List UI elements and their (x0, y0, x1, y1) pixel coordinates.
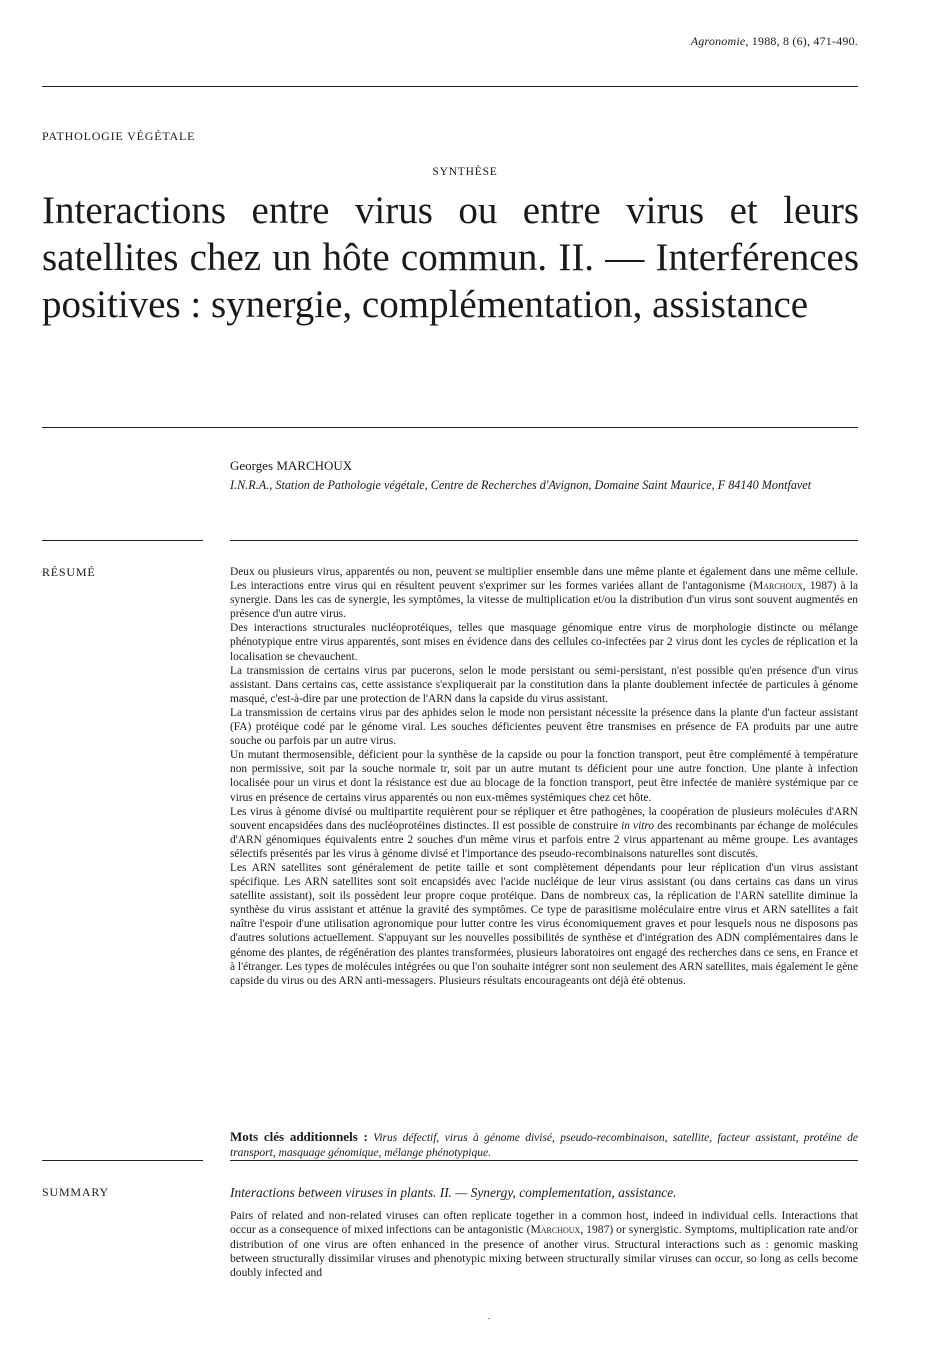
resume-paragraph: Des interactions structurales nucléoprotéiques, telles que masquage génomique entre virus de morphologie distincte ou mélange phénotypique entre virus apparentés, sont mises en évidence dans des cellules co-infectées par 2 virus dont les cycles de réplication et la localisation se chevauchent. (230, 622, 858, 663)
italic-term: in vitro (621, 819, 655, 832)
resume-rule-right (230, 540, 858, 541)
resume-paragraph: La transmission de certains virus par pucerons, selon le mode persistant ou semi-persistant, n'est possible qu'en présence d'un virus assistant. Dans certains cas, cette assistance s'expliquerait par la constitution dans la plante doublement infectée de particules à génome masqué, c'est-à-dire par une protection de l'ARN dans la capside du virus assistant. (230, 664, 858, 705)
citation-author: Marchoux (753, 580, 803, 593)
summary-rule-left (42, 1160, 203, 1161)
journal-citation (691, 34, 858, 49)
author-affiliation: I.N.R.A., Station de Pathologie végétale, Centre de Recherches d'Avignon, Domaine Saint Maurice, F 84140 Montfavet (230, 478, 812, 492)
resume-paragraph: Les virus à génome divisé ou multipartite requièrent pour se répliquer et être pathogènes, la coopération de plusieurs molécules d'ARN souvent encapsidées dans des nucléoprotéines distinctes. Il est possible de construire in vitro des recombinants par échange de molécules d'ARN génomiques équivalents entre 2 souches d'un même virus et parfois entre 2 virus appartenant au même groupe. Les avantages sélectifs présentés par les virus à génome divisé et l'importance des pseudo-recombinaisons naturelles sont discutés. (230, 805, 858, 860)
author-name: Georges MARCHOUX (230, 458, 353, 473)
summary-label: SUMMARY (42, 1185, 109, 1199)
summary-body: Pairs of related and non-related viruses can often replicate together in a common host, indeed in individual cells. Interactions that occur as a consequence of mixed infections can be antagonistic (Marchoux, 1987) or synergistic. Symptoms, multiplication rate and/or distribution of one virus are often enhanced in the presence of another virus. Structural interactions such as : genomic masking between structurally dissimilar viruses and phenotypic mixing between structurally similar viruses can occur, so long as cells become doubly infected and (230, 1209, 859, 1280)
keywords-label: Mots clés additionnels : (230, 1129, 368, 1144)
summary-rule-right (230, 1160, 858, 1161)
citation-author: Marchoux (530, 1223, 581, 1237)
resume-rule-left (42, 540, 203, 541)
summary-title: Interactions between viruses in plants. II. — Synergy, complementation, assistance. (230, 1185, 677, 1200)
section-label: PATHOLOGIE VÉGÉTALE (42, 129, 196, 143)
title-rule (42, 427, 858, 428)
resume-paragraph: La transmission de certains virus par des aphides selon le mode non persistant nécessite la présence dans la plante d'un facteur assistant (FA) protéique codé par le génome viral. Les souches déficientes peuvent être transmises en présence de FA produits par une autre souche ou parfois par un autre virus. (230, 706, 858, 748)
article-title: Interactions entre virus ou entre virus et leurs satellites chez un hôte commun. II. — Interférences positives : synergie, complémentation, assistance (42, 189, 859, 326)
journal-volume-pages: , 1988, 8 (6), 471-490. (745, 34, 858, 48)
resume-paragraph: Deux ou plusieurs virus, apparentés ou non, peuvent se multiplier ensemble dans une même plante et également dans une même cellule. Les interactions entre virus qui en résultent peuvent s'exprimer sur les formes variées allant de l'antagonisme (Marchoux, 1987) à la synergie. Dans les cas de synergie, les symptômes, la vitesse de multiplication et/ou la distribution d'un virus sont souvent augmentés en présence d'un autre virus. (230, 566, 859, 621)
resume-body (230, 565, 858, 988)
article-type: SYNTHÈSE (432, 166, 498, 178)
resume-label: RÉSUMÉ (42, 565, 96, 579)
keywords-value: Virus défectif, virus à génome divisé, pseudo-recombinaison, satellite, facteur assistant, protéine de transport, masquage génomique, mélange phénotypique. (230, 1132, 858, 1159)
header-rule (42, 86, 858, 87)
resume-paragraph: Un mutant thermosensible, déficient pour la synthèse de la capside ou pour la fonction transport, peut être complémenté à température non permissive, soit par la souche normale tr, soit par un autre mutant ts déficient pour une autre fonction. Une plante à infection localisée pour un virus et dont la résistance est due au blocage de la fonction transport, peut être infectée de manière systémique par ce virus en présence de certains virus apparentés ou non eux-mêmes systémiques chez cet hôte. (230, 749, 858, 804)
resume-paragraph: Les ARN satellites sont généralement de petite taille et sont complètement dépendants pour leur réplication d'un virus assistant spécifique. Les ARN satellites sont soit encapsidés avec l'acide nucléique de leur virus assistant (ou dans certains cas dans un virus satellite assistant), soit ils possèdent leur propre coque protéique. Dans de nombreux cas, la réplication de l'ARN satellite diminue la synthèse du virus assistant et atténue la gravité des symptômes. Ce type de parasitisme moléculaire entre virus et ARN satellites a fait naître l'espoir d'une utilisation agronomique pour lutter contre les virus économiquement graves et pour lesquels nous ne disposons pas d'autres solutions actuellement. S'appuyant sur les nouvelles possibilités de synthèse et d'intégration des ADN complémentaires dans le génome des plantes, de régénération des plantes transformées, plusieurs laboratoires ont engagé des recherches dans ce sens, en France et à l'étranger. Les types de molécules intégrées ou que l'on souhaite intégrer sont non seulement des ARN satellites, mais également le gène capside du virus ou des ARN anti-messagers. Plusieurs résultats encourageants ont déjà été obtenus. (230, 861, 858, 987)
journal-name: Agronomie (690, 34, 746, 48)
keywords (230, 1130, 858, 1160)
page-speck (488, 1318, 490, 1319)
